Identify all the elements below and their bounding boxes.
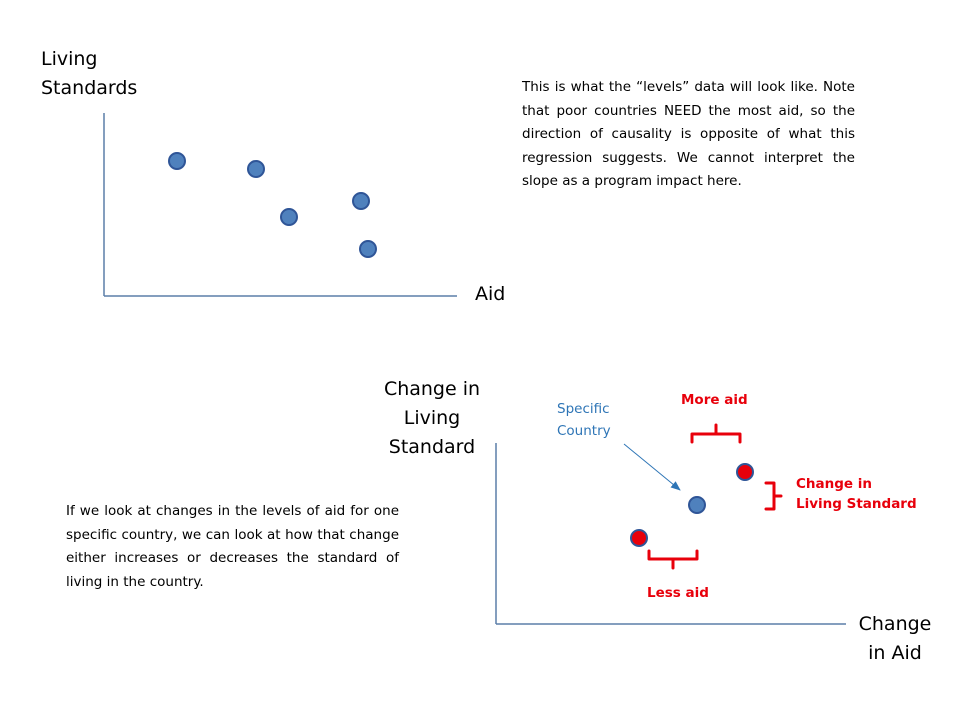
more-aid-bracket: [692, 425, 740, 442]
less-aid-point: [631, 530, 647, 546]
change-living-standard-label-line1: Change in: [796, 476, 872, 492]
changes-note: If we look at changes in the levels of aid for one specific country, we can look at how that change either increases or decreases the standard of living in the country.: [66, 503, 399, 590]
specific-country-label-line1: Specific: [557, 401, 610, 417]
bottom-y-axis-label-line1: Change in: [383, 378, 481, 400]
top-data-point: [248, 161, 264, 177]
top-data-point: [360, 241, 376, 257]
bottom-x-axis-label-line1: Change: [858, 613, 932, 635]
top-data-point: [353, 193, 369, 209]
specific-country-arrow: [624, 444, 680, 490]
top-y-axis-label-line2: Standards: [41, 77, 138, 99]
top-data-point: [281, 209, 297, 225]
specific-country-point: [689, 497, 705, 513]
top-data-point: [169, 153, 185, 169]
more-aid-label: More aid: [681, 392, 748, 408]
bottom-y-axis-label-line3: Standard: [388, 436, 476, 458]
less-aid-label: Less aid: [647, 585, 709, 601]
top-y-axis-label-line1: Living: [41, 48, 98, 70]
levels-note: This is what the “levels” data will look like. Note that poor countries NEED the most aid, so the direction of causality is opposite of what this regression suggests. We cannot interpret the slope as a program impact here.: [522, 79, 855, 189]
more-aid-point: [737, 464, 753, 480]
less-aid-bracket: [649, 551, 697, 568]
change-living-standard-bracket: [766, 483, 781, 509]
top-x-axis-label: Aid: [475, 283, 506, 305]
specific-country-label-line2: Country: [557, 423, 611, 439]
change-living-standard-label-line2: Living Standard: [796, 496, 917, 512]
bottom-x-axis-label-line2: in Aid: [868, 642, 922, 664]
bottom-y-axis-label-line2: Living: [403, 407, 461, 429]
